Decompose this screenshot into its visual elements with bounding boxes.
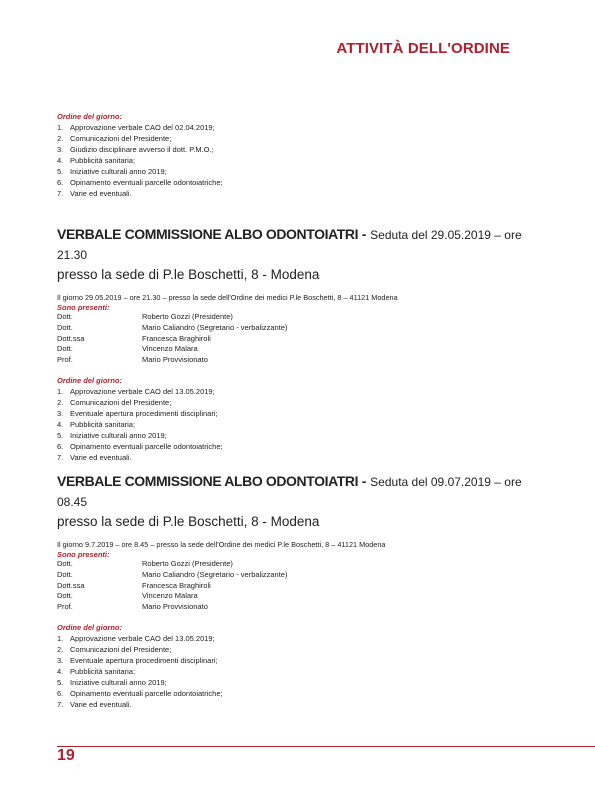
agenda-list bbox=[57, 122, 527, 199]
agenda-list bbox=[57, 386, 527, 463]
agenda-item-number: 1. bbox=[57, 633, 64, 643]
attendee-title: Dott.ssa bbox=[57, 580, 85, 590]
attendee-name: Mario Provvisionato bbox=[142, 602, 208, 612]
meeting-intro: Il giorno 9.7.2019 – ore 8.45 – presso la sede dell'Ordine dei medici P.le Boschetti, 8 – 41121 Modena bbox=[57, 540, 386, 549]
agenda-item-number: 7. bbox=[57, 699, 64, 709]
agenda-item-number: 5. bbox=[57, 430, 64, 440]
agenda-item bbox=[57, 688, 527, 699]
agenda-item-number: 7. bbox=[57, 189, 64, 198]
attendee-title: Dott. bbox=[57, 559, 73, 568]
attendee-row bbox=[57, 570, 527, 581]
attendee-row bbox=[57, 355, 527, 366]
attendee-row bbox=[57, 591, 527, 602]
first-agenda-block bbox=[57, 112, 527, 199]
agenda-item bbox=[57, 452, 527, 463]
agenda-item-number: 4. bbox=[57, 419, 64, 429]
agenda-item-text: Opinamento eventuali parcelle odontoiatriche; bbox=[70, 688, 223, 698]
agenda-item-number: 3. bbox=[57, 145, 64, 154]
attendee-name: Vincenzo Malara bbox=[142, 591, 198, 601]
attendee-title: Prof. bbox=[57, 602, 73, 612]
agenda-item-text: Opinamento eventuali parcelle odontoiatriche; bbox=[70, 178, 223, 187]
agenda-item bbox=[57, 408, 527, 419]
agenda-item-number: 6. bbox=[57, 178, 64, 187]
attendee-row bbox=[57, 344, 527, 355]
attendee-row bbox=[57, 323, 527, 334]
attendee-title: Prof. bbox=[57, 355, 73, 365]
section-heading-place: presso la sede di P.le Boschetti, 8 - Modena bbox=[57, 514, 320, 529]
attendees-title: Sono presenti: bbox=[57, 303, 110, 312]
footer-divider bbox=[57, 746, 595, 747]
attendee-title: Dott. bbox=[57, 344, 73, 354]
attendees-title: Sono presenti: bbox=[57, 550, 110, 559]
agenda-item-number: 2. bbox=[57, 134, 64, 143]
meeting-section-1 bbox=[57, 224, 527, 463]
agenda-item-text: Iniziative culturali anno 2019; bbox=[70, 430, 167, 440]
agenda-item bbox=[57, 699, 527, 710]
agenda-item bbox=[57, 397, 527, 408]
attendee-name: Francesca Braghiroli bbox=[142, 580, 211, 590]
agenda-item-number: 5. bbox=[57, 677, 64, 687]
agenda-item-text: Varie ed eventuali. bbox=[70, 452, 132, 462]
section-heading-date: Seduta del 29.05.2019 – ore 21.30 bbox=[57, 228, 522, 262]
attendee-title: Dott. bbox=[57, 569, 73, 579]
agenda-item-text: Approvazione verbale CAO del 02.04.2019; bbox=[70, 123, 215, 132]
agenda-item bbox=[57, 177, 527, 188]
agenda-item-number: 2. bbox=[57, 397, 64, 407]
section-heading-title: VERBALE COMMISSIONE ALBO ODONTOIATRI bbox=[57, 226, 359, 242]
agenda-item bbox=[57, 144, 527, 155]
agenda-item-text: Eventuale apertura procedimenti disciplinari; bbox=[70, 655, 218, 665]
agenda-item bbox=[57, 655, 527, 666]
agenda-item-number: 3. bbox=[57, 408, 64, 418]
attendee-name: Roberto Gozzi (Presidente) bbox=[142, 312, 233, 321]
agenda-item-text: Comunicazioni del Presidente; bbox=[70, 644, 172, 654]
section-heading bbox=[57, 224, 527, 285]
attendee-name: Roberto Gozzi (Presidente) bbox=[142, 559, 233, 568]
agenda-item bbox=[57, 133, 527, 144]
agenda-item bbox=[57, 441, 527, 452]
page-header-title: ATTIVITÀ DELL'ORDINE bbox=[336, 40, 510, 57]
agenda-item-text: Iniziative culturali anno 2019; bbox=[70, 677, 167, 687]
agenda-item-number: 6. bbox=[57, 441, 64, 451]
agenda-item-number: 5. bbox=[57, 167, 64, 176]
attendee-name: Mario Caliandro (Segretario - verbalizzante) bbox=[142, 322, 288, 332]
agenda-item bbox=[57, 430, 527, 441]
agenda-item bbox=[57, 419, 527, 430]
agenda-item bbox=[57, 155, 527, 166]
agenda-item-text: Opinamento eventuali parcelle odontoiatriche; bbox=[70, 441, 223, 451]
agenda-item-text: Approvazione verbale CAO del 13.05.2019; bbox=[70, 386, 215, 396]
agenda-title: Ordine del giorno: bbox=[57, 112, 122, 121]
agenda-list bbox=[57, 633, 527, 710]
attendee-title: Dott.ssa bbox=[57, 333, 85, 343]
attendee-row bbox=[57, 312, 527, 323]
attendee-name: Vincenzo Malara bbox=[142, 344, 198, 354]
agenda-item bbox=[57, 166, 527, 177]
agenda-item bbox=[57, 666, 527, 677]
agenda-item bbox=[57, 677, 527, 688]
agenda-item-number: 2. bbox=[57, 644, 64, 654]
attendee-name: Mario Provvisionato bbox=[142, 355, 208, 365]
attendee-row bbox=[57, 581, 527, 592]
agenda-item bbox=[57, 633, 527, 644]
attendee-name: Francesca Braghiroli bbox=[142, 333, 211, 343]
attendee-title: Dott. bbox=[57, 591, 73, 601]
agenda-item bbox=[57, 644, 527, 655]
agenda-item-text: Comunicazioni del Presidente; bbox=[70, 134, 172, 143]
section-heading-title: VERBALE COMMISSIONE ALBO ODONTOIATRI bbox=[57, 473, 359, 489]
attendee-row bbox=[57, 602, 527, 613]
agenda-item-text: Pubblicità sanitaria; bbox=[70, 419, 136, 429]
section-heading-date: Seduta del 09.07.2019 – ore 08.45 bbox=[57, 475, 522, 509]
agenda-item-text: Comunicazioni del Presidente; bbox=[70, 397, 172, 407]
page-number: 19 bbox=[57, 747, 75, 764]
attendee-title: Dott. bbox=[57, 312, 73, 321]
section-heading bbox=[57, 471, 527, 532]
attendee-title: Dott. bbox=[57, 322, 73, 332]
attendees-list bbox=[57, 559, 527, 613]
agenda-item-number: 7. bbox=[57, 452, 64, 462]
agenda-item bbox=[57, 188, 527, 199]
agenda-item-text: Giudizio disciplinare avverso il dott. P.M.O.; bbox=[70, 145, 214, 154]
agenda-item-text: Varie ed eventuali. bbox=[70, 189, 132, 198]
attendee-row bbox=[57, 334, 527, 345]
section-heading-dash: - bbox=[361, 227, 367, 242]
agenda-title: Ordine del giorno: bbox=[57, 375, 122, 385]
agenda-item-number: 3. bbox=[57, 655, 64, 665]
section-heading-dash: - bbox=[361, 474, 367, 489]
agenda-title: Ordine del giorno: bbox=[57, 622, 122, 632]
agenda-item-text: Eventuale apertura procedimenti disciplinari; bbox=[70, 408, 218, 418]
section-heading-place: presso la sede di P.le Boschetti, 8 - Modena bbox=[57, 267, 320, 282]
attendee-name: Mario Caliandro (Segretario - verbalizzante) bbox=[142, 569, 288, 579]
agenda-item-text: Varie ed eventuali. bbox=[70, 699, 132, 709]
agenda-item-number: 6. bbox=[57, 688, 64, 698]
agenda-item-text: Iniziative culturali anno 2019; bbox=[70, 167, 167, 176]
agenda-item-number: 4. bbox=[57, 666, 64, 676]
attendees-list bbox=[57, 312, 527, 366]
meeting-intro: Il giorno 29.05.2019 – ore 21.30 – presso la sede dell'Ordine dei medici P.le Boschetti, 8 – 41121 Modena bbox=[57, 293, 398, 302]
attendee-row bbox=[57, 559, 527, 570]
meeting-section-2 bbox=[57, 471, 527, 710]
agenda-item bbox=[57, 386, 527, 397]
agenda-item-number: 1. bbox=[57, 123, 64, 132]
agenda-item-text: Pubblicità sanitaria; bbox=[70, 666, 136, 676]
agenda-item-text: Pubblicità sanitaria; bbox=[70, 156, 136, 165]
agenda-item bbox=[57, 122, 527, 133]
agenda-item-text: Approvazione verbale CAO del 13.05.2019; bbox=[70, 633, 215, 643]
agenda-item-number: 4. bbox=[57, 156, 64, 165]
agenda-item-number: 1. bbox=[57, 386, 64, 396]
